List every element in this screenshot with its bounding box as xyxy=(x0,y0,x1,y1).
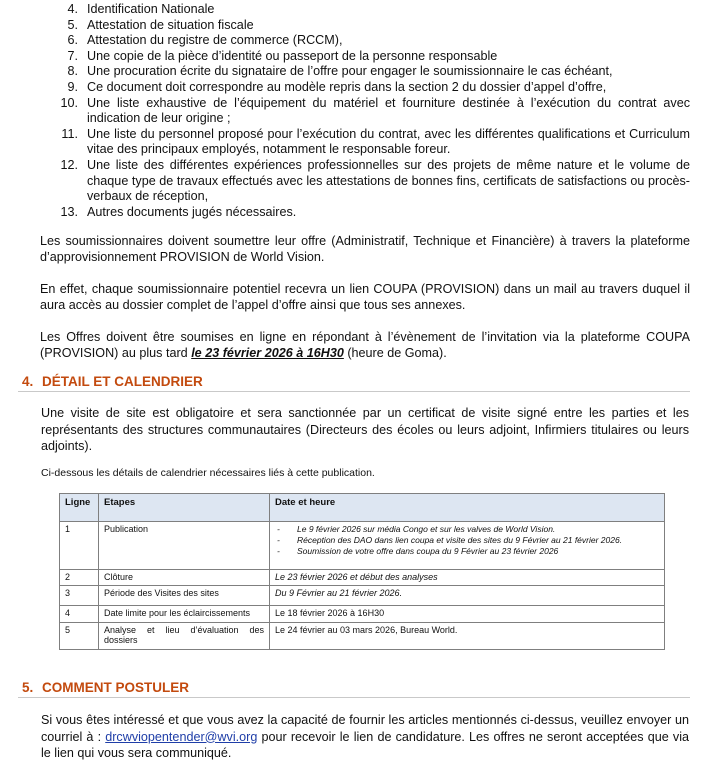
list-item xyxy=(40,127,690,158)
list-item-number: 9. xyxy=(67,79,78,94)
submission-paragraph-2: En effet, chaque soumissionnaire potentiel recevra un lien COUPA (PROVISION) dans un mail au travers duquel il aura accès au dossier complet de l’appel d’offre ainsi que tous ses annexes. xyxy=(40,282,690,312)
list-item-text: Une liste exhaustive de l’équipement du matériel et fourniture destinée à l’exécution du contrat avec indication de leur origine ; xyxy=(87,95,690,126)
list-item-text: Une liste des différentes expériences professionnelles sur des projets de même nature et le volume de chaque type de travaux effectués avec les attestations de bonnes fins, certificats de satisfactions ou procès-verbaux de réception, xyxy=(87,157,690,204)
list-item xyxy=(40,64,690,80)
cell-etape: Analyse et lieu d’évaluation des dossiers xyxy=(99,623,270,650)
header-date: Date et heure xyxy=(270,494,665,522)
section-number: 5. xyxy=(22,680,34,695)
list-item-number: 13. xyxy=(60,204,78,219)
list-item: - Le 9 février 2026 sur média Congo et sur les valves de World Vision. xyxy=(275,524,659,535)
submission-paragraph-1: Les soumissionnaires doivent soumettre leur offre (Administratif, Technique et Financière) à travers la plateforme d’approvisionnement PROVISION de World Vision. xyxy=(40,234,690,264)
how-to-apply-paragraph xyxy=(41,712,689,762)
list-item-text: Une liste du personnel proposé pour l’exécution du contrat, avec les différentes qualifications et Curriculum vitae des principaux employés, notamment le responsable foreur. xyxy=(87,126,690,157)
section-5-heading xyxy=(18,680,690,698)
cell-date: Le 18 février 2026 à 16H30 xyxy=(270,606,665,623)
publication-bullets xyxy=(275,524,659,557)
cell-date: Du 9 Février au 21 février 2026. xyxy=(270,586,665,606)
cell-etape: Clôture xyxy=(99,570,270,586)
cell-etape: Publication xyxy=(99,522,270,570)
list-item xyxy=(40,49,690,65)
list-item-text: Identification Nationale xyxy=(87,2,215,16)
submission-block xyxy=(40,233,690,361)
calendar-table xyxy=(59,493,665,650)
list-item-number: 11. xyxy=(61,126,78,141)
header-ligne: Ligne xyxy=(60,494,99,522)
section-title: COMMENT POSTULER xyxy=(42,680,189,695)
list-item xyxy=(40,18,690,34)
cell-etape: Date limite pour les éclaircissements xyxy=(99,606,270,623)
table-row xyxy=(60,586,665,606)
header-etapes: Etapes xyxy=(99,494,270,522)
table-row xyxy=(60,522,665,570)
deadline-intro: Les Offres doivent être soumises en ligne en répondant à l’évènement de l’invitation via la plateforme COUPA (PROVISION) au plus tard xyxy=(40,330,690,360)
list-item xyxy=(40,2,690,18)
list-item xyxy=(40,96,690,127)
table-header-row xyxy=(60,494,665,522)
list-item-text: Attestation de situation fiscale xyxy=(87,17,254,32)
list-item xyxy=(40,33,690,49)
list-item-number: 6. xyxy=(67,33,78,48)
section-4-heading xyxy=(18,374,690,392)
list-item-number: 5. xyxy=(67,17,78,32)
list-item-text: Une procuration écrite du signataire de l’offre pour engager le soumissionnaire le cas échéant, xyxy=(87,64,613,79)
table-row xyxy=(60,606,665,623)
cell-ligne: 2 xyxy=(60,570,99,586)
deadline-timezone: (heure de Goma). xyxy=(343,346,447,360)
list-item xyxy=(40,158,690,205)
cell-etape: Période des Visites des sites xyxy=(99,586,270,606)
list-item-number: 12. xyxy=(60,157,78,172)
list-item-number: 8. xyxy=(67,64,78,79)
list-item-number: 7. xyxy=(67,48,78,63)
site-visit-paragraph: Une visite de site est obligatoire et sera sanctionnée par un certificat de visite signé entre les parties et les représentants des structures communautaires (Directeurs des écoles ou leurs adjoint, Infirmiers titulaires ou leurs adjoints). xyxy=(41,406,689,453)
cell-date: Le 23 février 2026 et début des analyses xyxy=(270,570,665,586)
cell-date xyxy=(270,522,665,570)
apply-intro: Si vous êtes intéressé et que vous avez la capacité de fournir les articles mentionnés ci-dessus, veuillez envoyer un courriel à : xyxy=(41,713,689,744)
required-documents-list xyxy=(40,2,690,220)
list-item: - Réception des DAO dans lien coupa et visite des sites du 9 Février au 21 février 2026. xyxy=(275,535,659,546)
deadline-date: le 23 février 2026 à 16H30 xyxy=(191,346,344,360)
apply-outro: pour recevoir le lien de candidature. Les offres ne seront acceptées que via le lien qui vous sera communiqué. xyxy=(41,729,689,760)
section-title: DÉTAIL ET CALENDRIER xyxy=(42,374,203,389)
section-number: 4. xyxy=(22,374,34,389)
list-item-number: 10. xyxy=(60,95,78,110)
list-item-text: Attestation du registre de commerce (RCCM), xyxy=(87,33,343,48)
list-item xyxy=(40,205,690,221)
calendar-intro: Ci-dessous les détails de calendrier nécessaires liés à cette publication. xyxy=(41,467,375,479)
cell-date: Le 24 février au 03 mars 2026, Bureau World. xyxy=(270,623,665,650)
list-item: - Soumission de votre offre dans coupa du 9 Février au 23 février 2026 xyxy=(275,546,659,557)
list-item-number: 4. xyxy=(67,2,78,16)
table-row xyxy=(60,570,665,586)
cell-ligne: 3 xyxy=(60,586,99,606)
list-item-text: Autres documents jugés nécessaires. xyxy=(87,204,297,219)
cell-ligne: 5 xyxy=(60,623,99,650)
table-row xyxy=(60,623,665,650)
submission-paragraph-3 xyxy=(40,329,690,361)
list-item-text: Une copie de la pièce d’identité ou passeport de la personne responsable xyxy=(87,48,498,63)
email-link[interactable]: drcwviopentender@wvi.org xyxy=(105,729,258,744)
cell-ligne: 4 xyxy=(60,606,99,623)
list-item-text: Ce document doit correspondre au modèle repris dans la section 2 du dossier d’appel d’offre, xyxy=(87,79,607,94)
cell-ligne: 1 xyxy=(60,522,99,570)
list-item xyxy=(40,80,690,96)
